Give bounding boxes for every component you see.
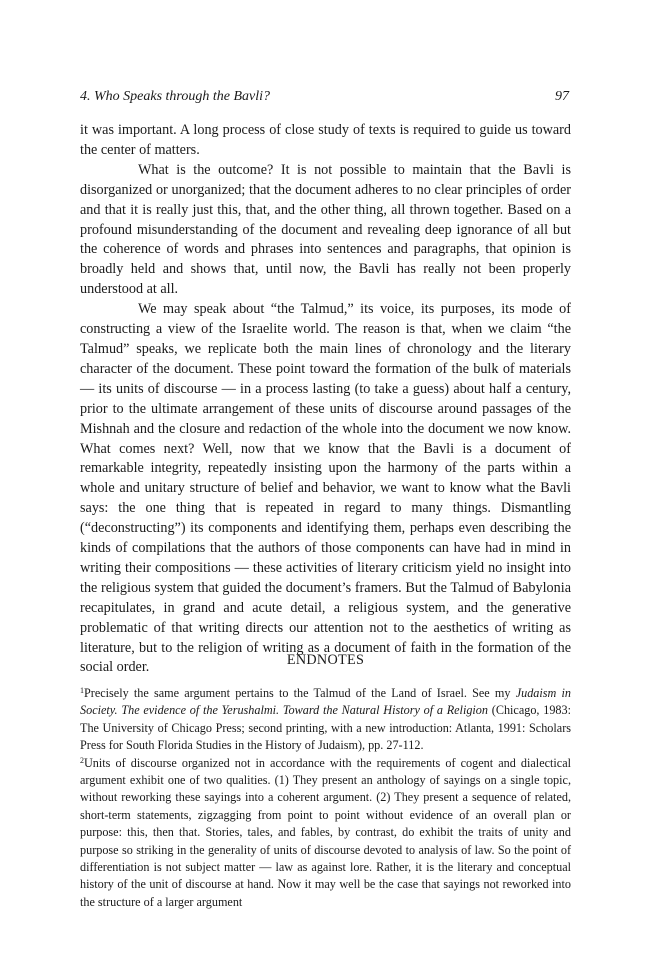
endnote-1-lead: Precisely the same argument pertains to the Talmud of the Land of Israel. See my bbox=[84, 686, 516, 700]
endnote-1-marker: 1 bbox=[80, 686, 84, 695]
endnote-2-marker: 2 bbox=[80, 755, 84, 765]
paragraph-2: What is the outcome? It is not possible to maintain that the Bavli is disorganized or unorganized; that the document adheres to no clear principles of order and that it is really just this, that, and the other thing, all thrown together. Based on a profound misunderstanding of the document and revealing deep ignorance of all but the coherence of words and phrases into sentences and paragraphs, that opinion is broadly held and shows that, until now, the Bavli has really not been properly understood at all. bbox=[80, 161, 571, 298]
paragraph-1: it was important. A long process of close study of texts is required to guide us toward the center of matters. bbox=[80, 122, 571, 158]
endnotes-list bbox=[80, 685, 571, 911]
endnote-1 bbox=[80, 685, 571, 755]
body-text bbox=[80, 121, 571, 678]
endnote-1-citation: (Chicago, 1983: The University of Chicago Press; second printing, with a new introduction: Atlanta, 1991: Scholars Press for South Florida Studies in the History of Judaism), pp. 27-112. bbox=[80, 703, 571, 753]
endnote-2-text: Units of discourse organized not in accordance with the requirements of cogent and dialectical argument exhibit one of two qualities. (1) They present an anthology of sayings on a single topic, without reworking these sayings into a coherent argument. (2) They present a sequence of related, short-term statements, zigzagging from point to point without evidence of an overall plan or purpose: this, then that. Stories, tales, and fables, by contrast, do exhibit the traits of unity and purpose so striking in the generality of units of discourse devoted to analysis of law. So the point of differentiation is not subject matter — law as against lore. Rather, it is the literary and conceptual history of the unit of discourse at hand. Now it may well be the case that sayings not reworked into the structure of a larger argument bbox=[80, 755, 571, 909]
endnote-2 bbox=[80, 755, 571, 912]
paragraph-3: We may speak about “the Talmud,” its voice, its purposes, its mode of constructing a view of the Israelite world. The reason is that, when we claim “the Talmud” speaks, we replicate both the main lines of chronology and the literary character of the document. These point toward the formation of the bulk of materials — its units of discourse — in a process lasting (to take a guess) about half a century, prior to the ultimate arrangement of these units of discourse around passages of the Mishnah and the closure and redaction of the whole into the document we now know. What comes next? Well, now that we know that the Bavli is a document of remarkable integrity, repeatedly insisting upon the harmony of the parts within a whole and unitary structure of belief and behavior, we want to know what the Bavli says: the one thing that is repeated in regard to many things. Dismantling (“deconstructing”) its components and identifying them, perhaps even describing the kinds of compilations that the authors of those components can have had in mind in writing their compositions — these activities of literary criticism yield no insight into the religious system that guided the document’s framers. But the Talmud of Babylonia recapitulates, in grand and acute detail, a religious system, and the generative problematic of that writing directs our attention not to the aesthetics of writing as literature, but to the religion of writing as a document of faith in the formation of the social order. bbox=[80, 301, 571, 676]
running-header bbox=[80, 89, 571, 109]
endnotes-heading: ENDNOTES bbox=[286, 652, 365, 668]
endnote-1-book-title: Judaism in Society. The evidence of the Yerushalmi. Toward the Natural History of a Religion bbox=[80, 686, 571, 718]
running-title: 4. Who Speaks through the Bavli? bbox=[80, 89, 271, 104]
page-number: 97 bbox=[555, 89, 569, 104]
